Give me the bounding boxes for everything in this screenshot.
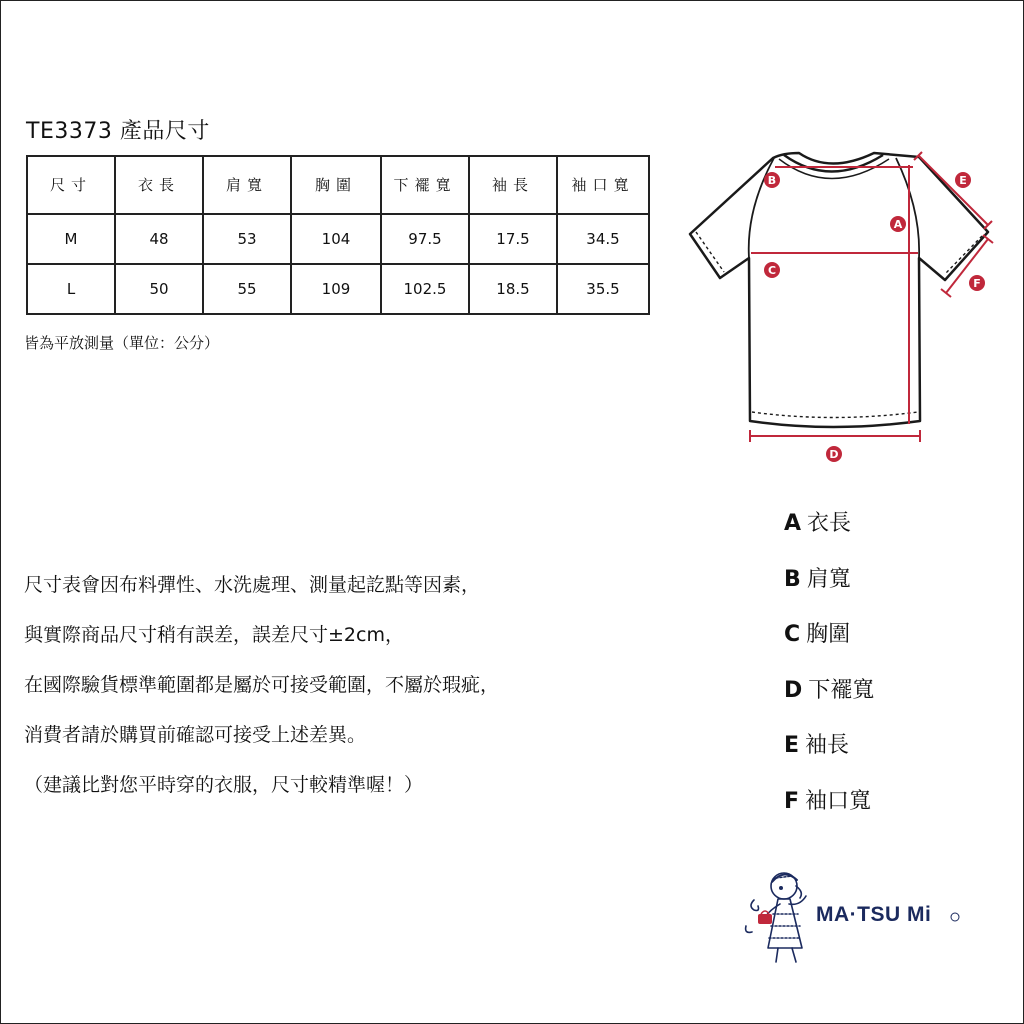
table-cell: 34.5 — [557, 214, 649, 264]
table-cell: 18.5 — [469, 264, 557, 314]
table-cell: 48 — [115, 214, 203, 264]
page-title: TE3373 產品尺寸 — [26, 119, 210, 144]
marker-c — [764, 262, 780, 278]
marker-d — [826, 446, 842, 462]
table-cell: 104 — [291, 214, 381, 264]
marker-f — [969, 275, 985, 291]
legend-key: D — [784, 677, 803, 703]
table-row — [27, 214, 649, 264]
svg-text:C: C — [767, 264, 777, 277]
legend-label: 袖口寬 — [805, 788, 872, 814]
description-block — [24, 560, 499, 810]
table-cell: 35.5 — [557, 264, 649, 314]
legend-label: 胸圍 — [806, 622, 851, 647]
legend-item — [784, 496, 874, 552]
legend-key: F — [784, 788, 800, 814]
table-cell: 55 — [203, 264, 291, 314]
table-header-cell: 尺寸 — [27, 156, 115, 214]
legend-item — [784, 718, 874, 774]
legend-key: B — [784, 566, 801, 592]
legend-label: 袖長 — [805, 733, 850, 758]
diagram-markers — [764, 172, 985, 462]
legend-key: E — [784, 733, 800, 758]
table-cell: 97.5 — [381, 214, 469, 264]
description-line: （建議比對您平時穿的衣服，尺寸較精準喔！） — [24, 774, 424, 796]
legend-item — [784, 774, 874, 830]
marker-e — [955, 172, 971, 188]
svg-text:B: B — [767, 174, 777, 187]
legend-label: 下襬寬 — [808, 677, 875, 703]
svg-text:D: D — [829, 448, 839, 461]
table-cell: L — [27, 264, 115, 314]
table-cell: 102.5 — [381, 264, 469, 314]
svg-text:E: E — [959, 174, 967, 187]
size-table — [26, 155, 650, 315]
table-cell: 109 — [291, 264, 381, 314]
legend-item — [784, 663, 874, 719]
table-cell: 17.5 — [469, 214, 557, 264]
marker-a — [890, 216, 906, 232]
table-row — [27, 264, 649, 314]
brand-wordmark: MA·TSU Mi — [816, 903, 932, 926]
table-header-cell: 袖長 — [469, 156, 557, 214]
description-line: 在國際驗貨標準範圍都是屬於可接受範圍，不屬於瑕疵， — [24, 674, 500, 696]
description-line: 尺寸表會因布料彈性、水洗處理、測量起訖點等因素， — [24, 574, 481, 596]
table-header-cell: 胸圍 — [291, 156, 381, 214]
legend-key: A — [784, 511, 802, 536]
tshirt-diagram — [688, 140, 1008, 470]
measurement-note: 皆為平放測量（單位：公分） — [24, 334, 220, 352]
marker-b — [764, 172, 780, 188]
description-line: 消費者請於購買前確認可接受上述差異。 — [24, 724, 367, 746]
table-header-cell: 下襬寬 — [381, 156, 469, 214]
measurement-legend — [784, 496, 874, 829]
legend-label: 衣長 — [807, 511, 852, 536]
table-header-cell: 袖口寬 — [557, 156, 649, 214]
measurement-lines — [750, 152, 993, 442]
legend-item — [784, 607, 874, 663]
svg-text:A: A — [893, 218, 903, 231]
table-cell: 50 — [115, 264, 203, 314]
table-header-row — [27, 156, 649, 214]
legend-item — [784, 552, 874, 608]
svg-text:F: F — [973, 277, 981, 290]
table-cell: M — [27, 214, 115, 264]
table-header-cell: 肩寬 — [203, 156, 291, 214]
table-cell: 53 — [203, 214, 291, 264]
description-line: 與實際商品尺寸稍有誤差，誤差尺寸±2cm， — [24, 624, 404, 646]
table-header-cell: 衣長 — [115, 156, 203, 214]
legend-label: 肩寬 — [806, 566, 851, 592]
legend-key: C — [784, 622, 801, 647]
